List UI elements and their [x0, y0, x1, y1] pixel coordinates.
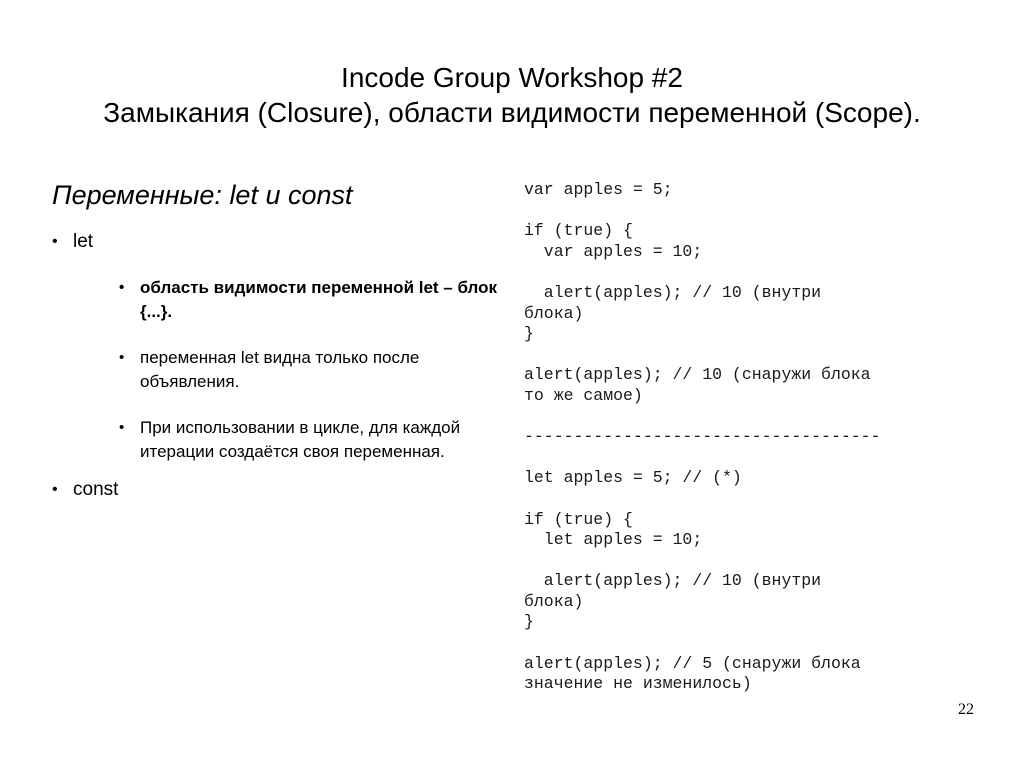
bullet-list — [52, 230, 500, 502]
bullet-column — [52, 176, 500, 502]
code-line: let apples = 10; — [524, 530, 703, 550]
code-line: блока) — [524, 591, 584, 611]
code-line: alert(apples); // 10 (внутри — [524, 282, 822, 302]
code-line: } — [524, 324, 534, 344]
code-line: var apples = 10; — [524, 241, 703, 261]
page-number: 22 — [958, 701, 974, 718]
code-line: let apples = 5; // (*) — [524, 468, 742, 488]
bullet-let-label: • let — [73, 231, 94, 252]
code-line: alert(apples); // 10 (внутри — [524, 571, 822, 591]
bullet-item-const: • const — [52, 478, 500, 502]
code-line: alert(apples); // 10 (снаружи блока — [524, 365, 871, 385]
let-sub-item-visibility: • переменная let видна только после объявления. — [119, 346, 500, 394]
code-line — [524, 489, 994, 510]
let-sub-item-loop: • При использовании в цикле, для каждой итерации создаётся своя переменная. — [119, 416, 500, 464]
section-heading: Переменные: let и const — [52, 180, 353, 210]
code-line — [524, 633, 994, 654]
code-line — [524, 201, 994, 222]
code-line: блока) — [524, 303, 584, 323]
code-line: alert(apples); // 5 (снаружи блока — [524, 653, 861, 673]
slide-title-line-1: Incode Group Workshop #2 — [341, 62, 683, 93]
code-line — [524, 262, 994, 283]
code-line: if (true) { — [524, 221, 633, 241]
let-sub-item-scope: • область видимости переменной let – блок {...}. — [119, 276, 500, 324]
code-line: } — [524, 612, 534, 632]
code-separator-line: ------------------------------------ — [524, 427, 881, 447]
let-sub-list — [73, 276, 500, 464]
code-line: if (true) { — [524, 509, 633, 529]
code-block — [524, 180, 994, 695]
code-line: то же самое) — [524, 385, 643, 405]
code-line — [524, 448, 994, 469]
slide-title-line-2: Замыкания (Closure), области видимости переменной (Scope). — [103, 97, 921, 128]
slide-title — [0, 60, 1024, 130]
code-line: var apples = 5; — [524, 180, 673, 199]
code-line — [524, 551, 994, 572]
code-line — [524, 345, 994, 366]
bullet-item-let — [52, 230, 500, 464]
code-line: значение не изменилось) — [524, 674, 752, 694]
code-line — [524, 407, 994, 428]
